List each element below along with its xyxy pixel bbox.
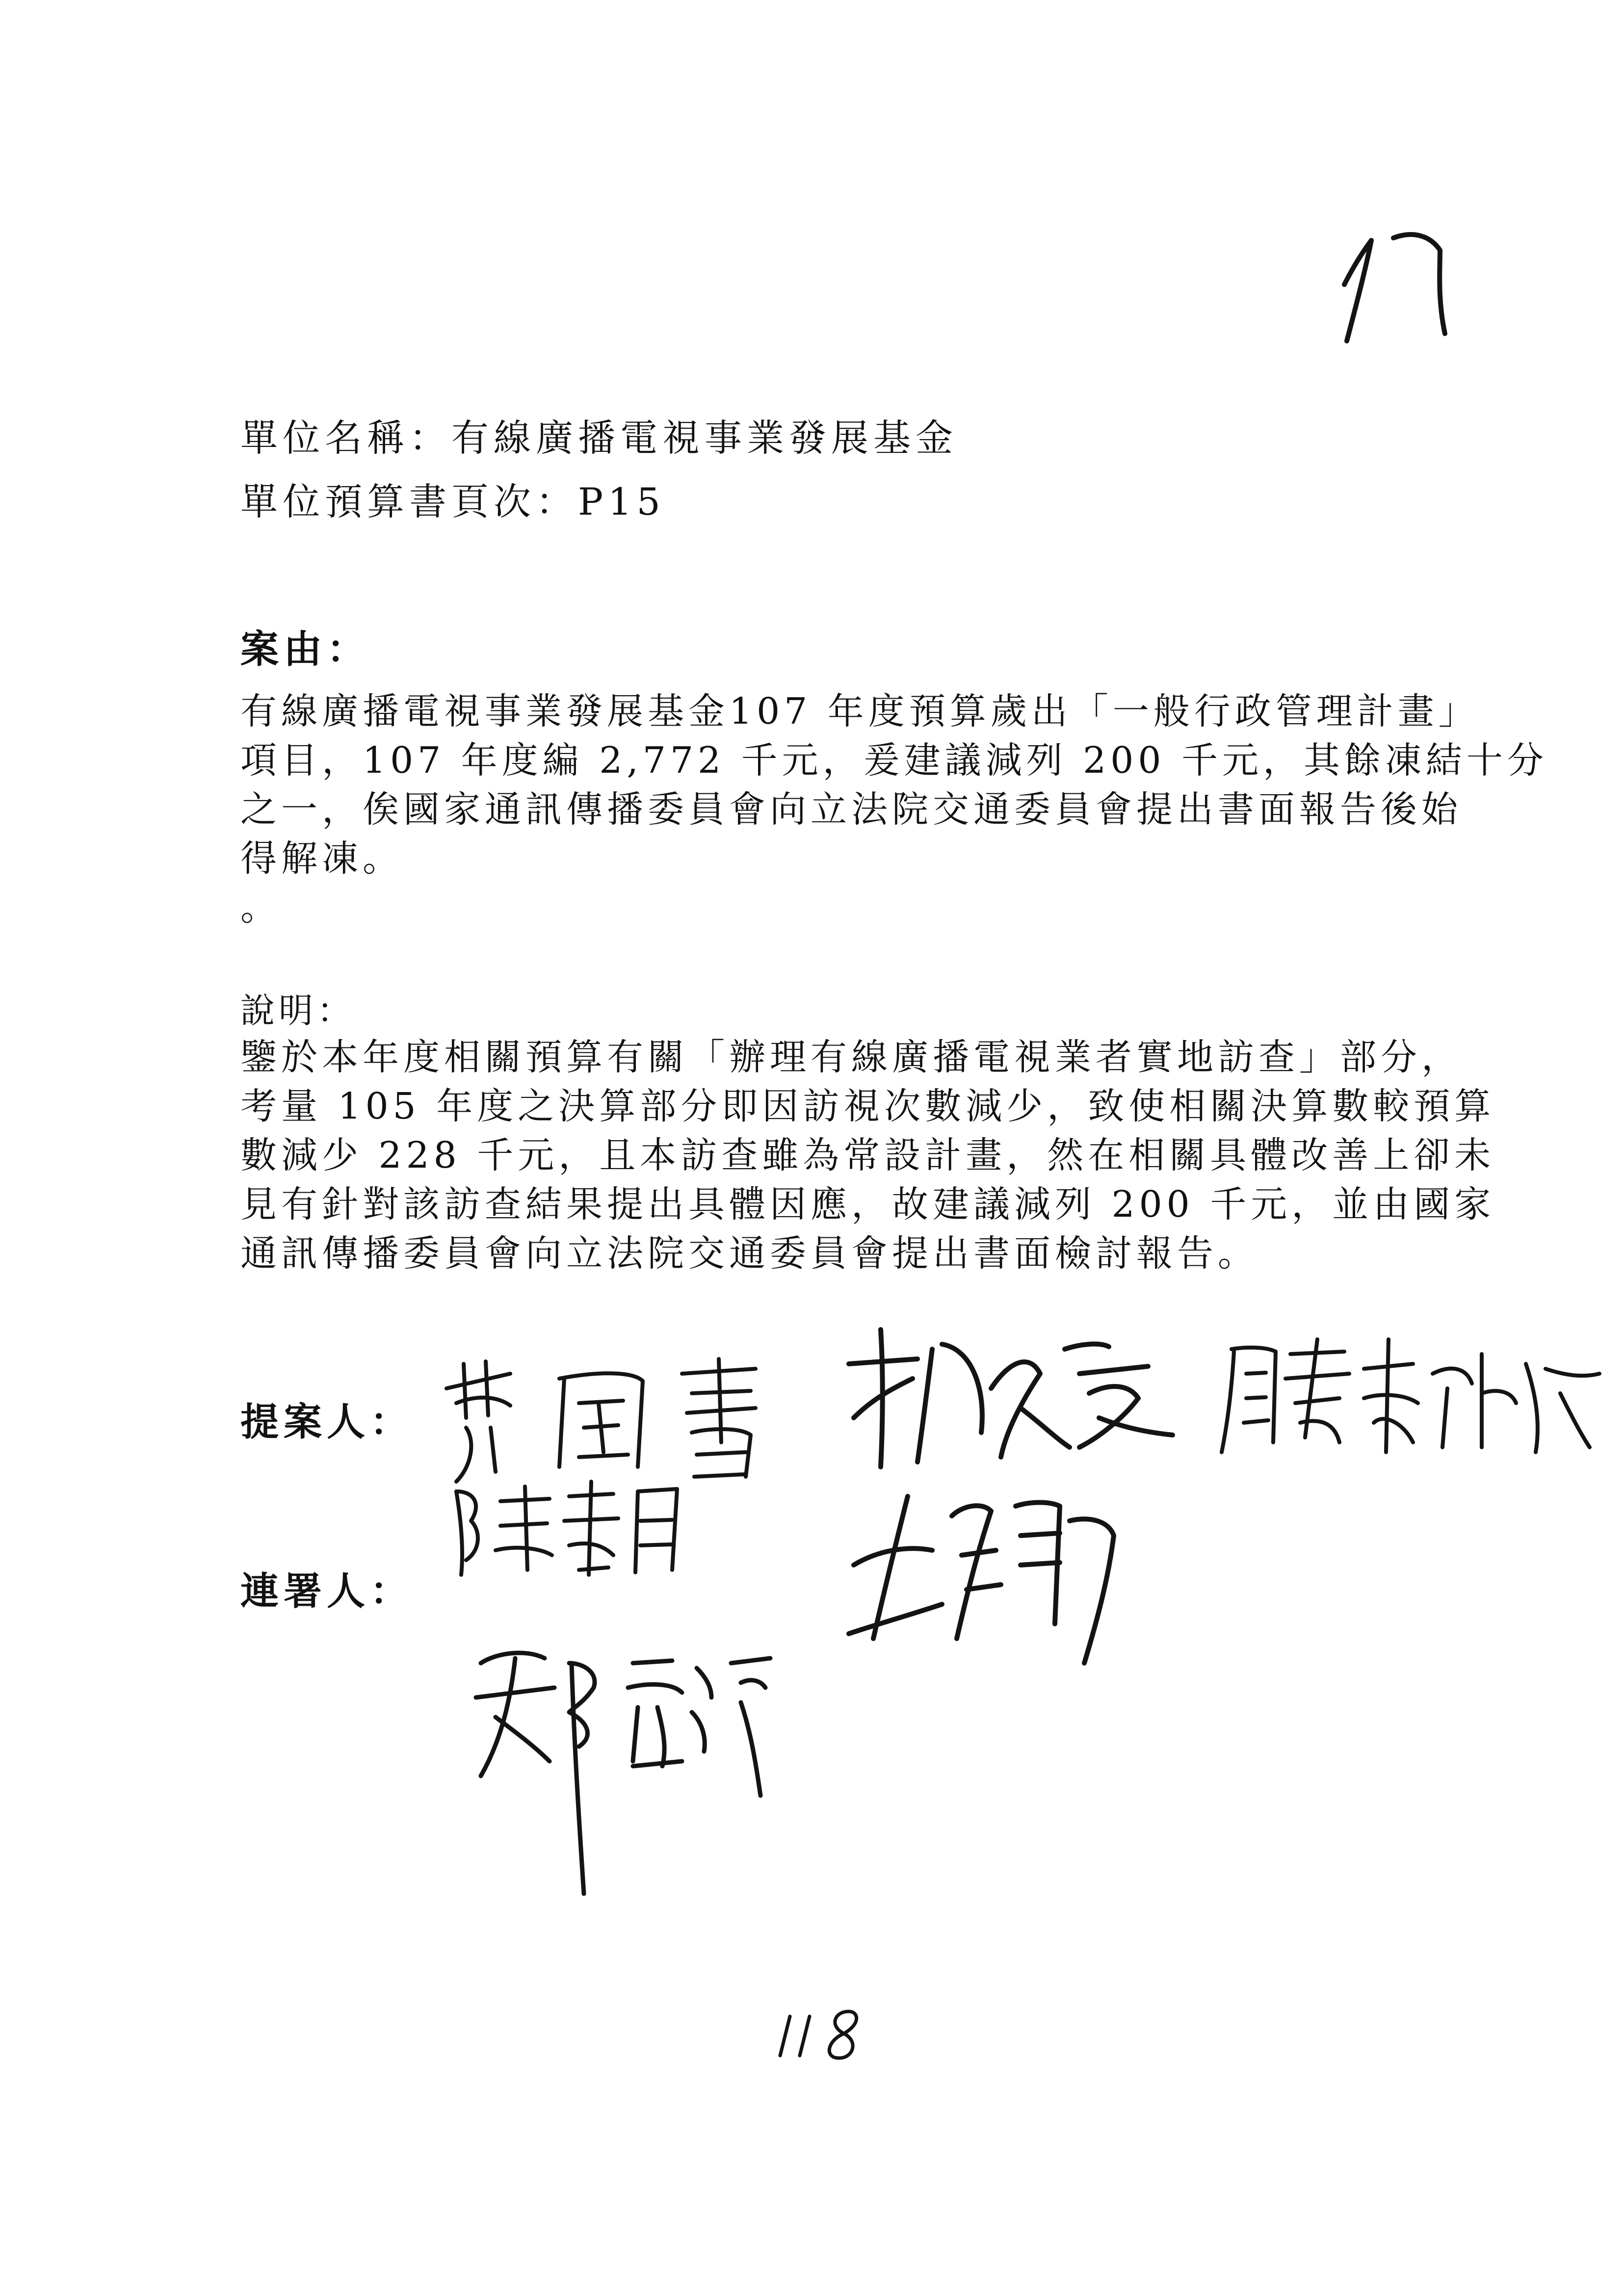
case-line: 。 (240, 887, 281, 929)
description-body (240, 1033, 1495, 1278)
case-line: 有線廣播電視事業發展基金107 年度預算歲出「一般行政管理計畫」 (240, 690, 1479, 732)
case-line: 得解凍。 (240, 837, 403, 880)
handwritten-document-number (1325, 211, 1472, 358)
description-line: 考量 105 年度之決算部分即因訪視次數減少，致使相關決算數較預算 (240, 1085, 1495, 1127)
proposer-signature (437, 1344, 790, 1491)
cosigner-signature (466, 1634, 785, 1908)
handwritten-page-number (765, 1997, 878, 2070)
case-heading: 案由： (240, 627, 370, 672)
case-line: 之一，俟國家通訊傳播委員會向立法院交通委員會提出書面報告後始 (240, 788, 1462, 831)
description-line: 鑒於本年度相關預算有關「辦理有線廣播電視業者實地訪查」部分， (240, 1036, 1462, 1078)
proposer-label: 提案人： (240, 1400, 414, 1444)
proposer-signature (834, 1320, 1178, 1482)
budget-book-page: 單位預算書頁次：P15 (240, 480, 665, 523)
description-line: 數減少 228 千元，且本訪查雖為常設計畫，然在相關具體改善上卻未 (240, 1134, 1495, 1176)
proposer-signature (1217, 1325, 1609, 1472)
cosigner-label: 連署人： (240, 1569, 414, 1614)
description-heading: 說明： (240, 991, 355, 1031)
description-line: 通訊傳播委員會向立法院交通委員會提出書面檢討報告。 (240, 1232, 1258, 1275)
cosigner-signature (442, 1472, 697, 1585)
unit-name: 單位名稱：有線廣播電視事業發展基金 (240, 416, 958, 460)
description-line: 見有針對該訪查結果提出具體因應，故建議減列 200 千元，並由國家 (240, 1183, 1495, 1226)
cosigner-signature (834, 1477, 1128, 1673)
case-line: 項目，107 年度編 2,772 千元，爰建議減列 200 千元，其餘凍結十分 (240, 739, 1548, 782)
case-body (240, 687, 1548, 932)
